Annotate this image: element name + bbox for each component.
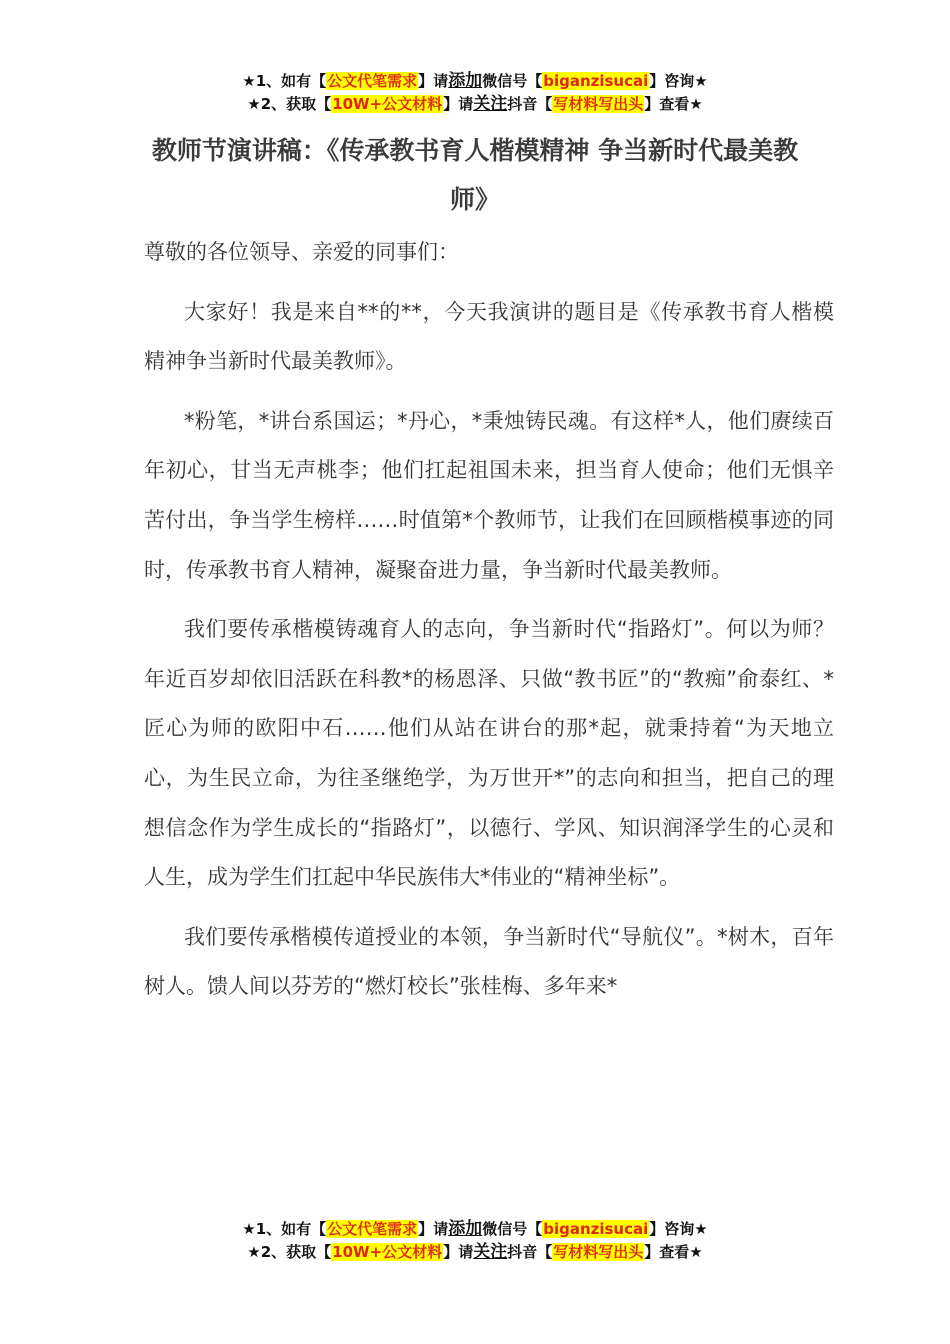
promo-text: 】请 <box>443 1243 474 1261</box>
promo-text: 】请 <box>418 1220 449 1238</box>
promo-text: ★1、如有【 <box>242 72 327 90</box>
promo-emphasis: 添加 <box>448 71 483 91</box>
promo-wechat-id: biganzisucai <box>543 1220 649 1238</box>
promo-line-2 <box>0 1241 950 1264</box>
promo-emphasis: 关注 <box>473 94 508 114</box>
promo-text: 】请 <box>418 72 449 90</box>
promo-wechat-id: biganzisucai <box>543 72 649 90</box>
promo-text: ★1、如有【 <box>242 1220 327 1238</box>
promo-line-2 <box>0 93 950 116</box>
promo-line-1 <box>0 70 950 93</box>
promo-text: 】请 <box>443 95 474 113</box>
promo-highlight: 10W+公文材料 <box>332 1243 443 1261</box>
promo-douyin-account: 写材料写出头 <box>553 95 644 113</box>
promo-text: 】查看★ <box>644 95 703 113</box>
promo-douyin-account: 写材料写出头 <box>553 1243 644 1261</box>
paragraph-guiding-light: 我们要传承楷模铸魂育人的志向，争当新时代“指路灯”。何以为师？年近百岁却依旧活跃在科教*的杨恩泽、只做“教书匠”的“教痴”俞泰红、*匠心为师的欧阳中石……他们从站在讲台的那*起，就秉持着“为天地立心，为生民立命，为往圣继绝学，为万世开*”的志向和担当，把自己的理想信念作为学生成长的“指路灯”，以德行、学风、知识润泽学生的心灵和人生，成为学生们扛起中华民族伟大*伟业的“精神坐标”。 <box>144 617 834 890</box>
document-title: 教师节演讲稿：《传承教书育人楷模精神 争当新时代最美教师》 <box>151 136 799 214</box>
promo-text: 抖音【 <box>507 95 553 113</box>
document-body <box>144 228 834 1022</box>
promo-line-1 <box>0 1218 950 1241</box>
promo-text: 微信号【 <box>482 1220 543 1238</box>
promo-text: 】查看★ <box>644 1243 703 1261</box>
paragraph-intro: *粉笔，*讲台系国运；*丹心，*秉烛铸民魂。有这样*人，他们赓续百年初心，甘当无声桃李；他们扛起祖国未来，担当育人使命；他们无惧辛苦付出，争当学生榜样……时值第*个教师节，让我们在回顾楷模事迹的同时，传承教书育人精神，凝聚奋进力量，争当新时代最美教师。 <box>144 408 834 582</box>
promo-emphasis: 添加 <box>448 1219 483 1239</box>
promo-text: ★2、获取【 <box>247 95 332 113</box>
promo-text: 抖音【 <box>507 1243 553 1261</box>
promo-text: 】咨询★ <box>649 72 708 90</box>
paragraph-greeting: 大家好！我是来自**的**，今天我演讲的题目是《传承教书育人楷模精神争当新时代最美教师》。 <box>144 299 834 374</box>
promo-highlight: 10W+公文材料 <box>332 95 443 113</box>
footer-promo-banner <box>0 1218 950 1264</box>
promo-highlight: 公文代笔需求 <box>327 72 418 90</box>
paragraph-navigator: 我们要传承楷模传道授业的本领，争当新时代“导航仪”。*树木，百年树人。馈人间以芬芳的“燃灯校长”张桂梅、多年来* <box>144 924 834 999</box>
promo-emphasis: 关注 <box>473 1242 508 1262</box>
promo-highlight: 公文代笔需求 <box>327 1220 418 1238</box>
header-promo-banner <box>0 70 950 116</box>
promo-text: 微信号【 <box>482 72 543 90</box>
salutation: 尊敬的各位领导、亲爱的同事们： <box>144 240 459 264</box>
promo-text: 】咨询★ <box>649 1220 708 1238</box>
promo-text: ★2、获取【 <box>247 1243 332 1261</box>
